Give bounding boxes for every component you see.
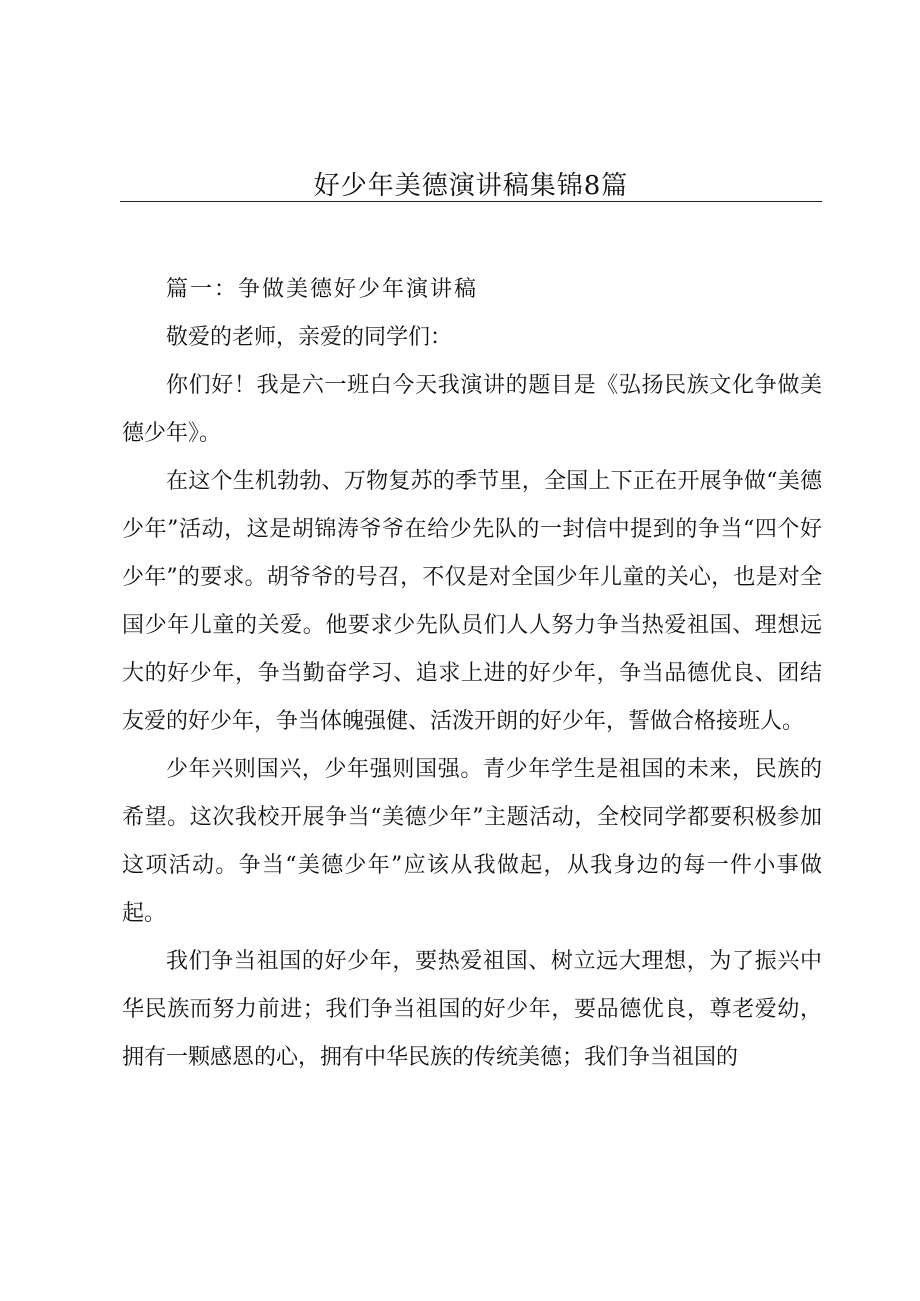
paragraph: 在这个生机勃勃、万物复苏的季节里，全国上下正在开展争做“美德少年”活动，这是胡锦涛爷爷在给少先队的一封信中提到的争当“四个好少年”的要求。胡爷爷的号召，不仅是对全国少年儿童的关心，也是对全国少年儿童的关爱。他要求少先队员们人人努力争当热爱祖国、理想远大的好少年，争当勤奋学习、追求上进的好少年，争当品德优良、团结友爱的好少年，争当体魄强健、活泼开朗的好少年，誓做合格接班人。 (122, 469, 822, 734)
paragraph: 你们好！我是六一班白今天我演讲的题目是《弘扬民族文化争做美德少年》。 (122, 373, 822, 446)
paragraph: 少年兴则国兴，少年强则国强。青少年学生是祖国的未来，民族的希望。这次我校开展争当“美德少年”主题活动，全校同学都要积极参加这项活动。争当“美德少年”应该从我做起，从我身边的每一件小事做起。 (122, 757, 822, 926)
section-heading: 篇一：争做美德好少年演讲稿 (166, 277, 479, 302)
document-body (122, 266, 822, 1082)
title-underline (120, 201, 822, 202)
salutation: 敬爱的老师，亲爱的同学们： (166, 325, 453, 350)
document-title: 好少年美德演讲稿集锦8篇 (313, 171, 629, 201)
paragraph: 我们争当祖国的好少年，要热爱祖国、树立远大理想，为了振兴中华民族而努力前进；我们争当祖国的好少年，要品德优良，尊老爱幼，拥有一颗感恩的心，拥有中华民族的传统美德；我们争当祖国的 (122, 949, 822, 1070)
